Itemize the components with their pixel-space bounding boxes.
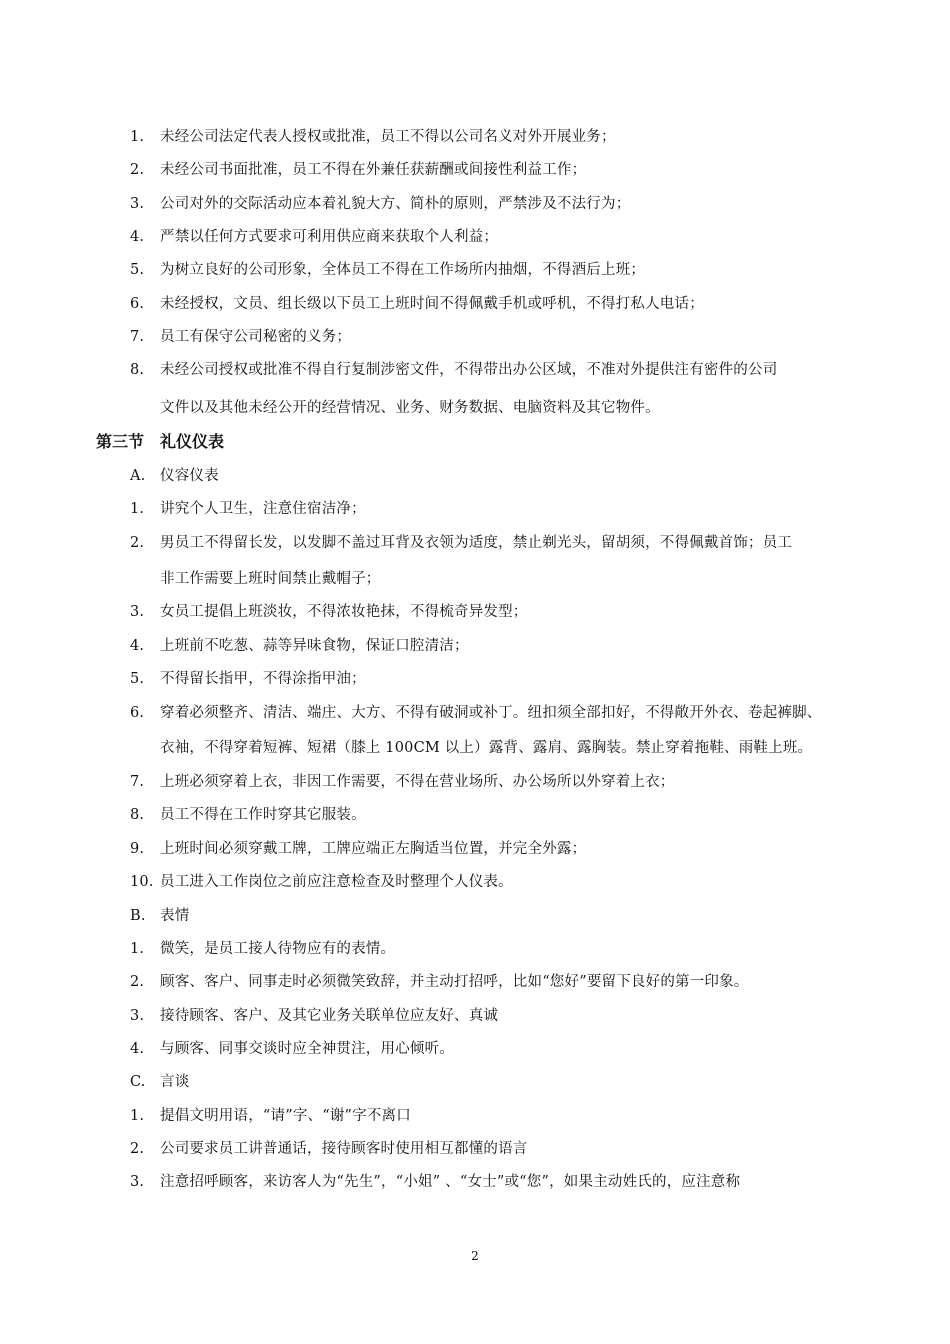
- section-number: 第三节: [96, 432, 145, 451]
- list-item: [130, 497, 870, 521]
- list-item: [130, 225, 870, 249]
- item-number: 1.: [130, 129, 145, 145]
- item-number: 5.: [130, 671, 145, 687]
- item-number: 8.: [130, 362, 145, 378]
- item-text: 女员工提倡上班淡妆，不得浓妆艳抹，不得梳奇异发型；: [160, 604, 528, 620]
- item-number: 2.: [130, 974, 145, 990]
- item-number: 3.: [130, 604, 145, 620]
- item-text: 顾客、客户、同事走时必须微笑致辞，并主动打招呼，比如“您好”要留下良好的第一印象。: [160, 974, 749, 990]
- list-item: [130, 667, 870, 691]
- subsection-title: 言谈: [160, 1074, 190, 1090]
- item-text: 员工进入工作岗位之前应注意检查及时整理个人仪表。: [160, 874, 513, 890]
- item-text: 穿着必须整齐、清洁、端庄、大方、不得有破洞或补丁。纽扣须全部扣好，不得敞开外衣、卷起裤脚、: [160, 705, 822, 721]
- item-text: 提倡文明用语，“请”字、“谢”字不离口: [160, 1108, 411, 1124]
- list-item: [130, 937, 870, 961]
- page-number: 2: [471, 1249, 479, 1263]
- list-item: [130, 292, 870, 316]
- item-text: 上班前不吃葱、蒜等异味食物，保证口腔清洁；: [160, 638, 469, 654]
- item-text: 公司对外的交际活动应本着礼貌大方、简朴的原则，严禁涉及不法行为；: [160, 196, 631, 212]
- item-text: 男员工不得留长发，以发脚不盖过耳背及衣领为适度，禁止剃光头，留胡须，不得佩戴首饰；员工: [160, 535, 793, 551]
- item-continuation: 衣袖，不得穿着短裤、短裙（膝上 100CM 以上）露背、露肩、露胸装。禁止穿着拖鞋、雨鞋上班。: [160, 740, 813, 756]
- item-number: 3.: [130, 1174, 145, 1190]
- item-text: 微笑，是员工接人待物应有的表情。: [160, 941, 396, 957]
- section-title: 礼仪仪表: [160, 432, 225, 451]
- item-number: 4.: [130, 1041, 145, 1057]
- subsection-heading: [130, 464, 870, 488]
- item-text: 注意招呼顾客，来访客人为“先生”，“小姐” 、“女士”或“您”，如果主动姓氏的，应注意称: [160, 1174, 741, 1190]
- list-item: [130, 325, 870, 349]
- item-number: 4.: [130, 229, 145, 245]
- item-text: 未经公司授权或批准不得自行复制涉密文件，不得带出办公区域，不准对外提供注有密件的公司: [160, 362, 778, 378]
- list-item: [130, 803, 870, 827]
- item-text: 不得留长指甲，不得涂指甲油；: [160, 671, 366, 687]
- item-number: 2.: [130, 535, 145, 551]
- subsection-heading: [130, 1070, 870, 1094]
- item-text: 上班时间必须穿戴工牌，工牌应端正左胸适当位置，并完全外露；: [160, 841, 587, 857]
- list-item: [130, 192, 870, 216]
- item-text: 公司要求员工讲普通话，接待顾客时使用相互都懂的语言: [160, 1141, 528, 1157]
- item-continuation: 非工作需要上班时间禁止戴帽子；: [160, 571, 381, 587]
- list-item: [130, 158, 870, 182]
- item-number: 7.: [130, 774, 145, 790]
- item-number: 6.: [130, 705, 145, 721]
- list-item: [130, 1170, 870, 1194]
- list-item: [130, 258, 870, 282]
- item-text: 讲究个人卫生，注意住宿洁净；: [160, 501, 366, 517]
- item-number: 2.: [130, 1141, 145, 1157]
- item-text: 员工不得在工作时穿其它服装。: [160, 807, 366, 823]
- list-item: [130, 634, 870, 658]
- item-continuation: 文件以及其他未经公开的经营情况、业务、财务数据、电脑资料及其它物件。: [160, 400, 660, 416]
- item-text: 与顾客、同事交谈时应全神贯注，用心倾听。: [160, 1041, 454, 1057]
- section-heading: [96, 429, 224, 455]
- item-number: 6.: [130, 296, 145, 312]
- item-text: 未经公司书面批准，员工不得在外兼任获薪酬或间接性利益工作；: [160, 162, 587, 178]
- item-text: 为树立良好的公司形象，全体员工不得在工作场所内抽烟，不得酒后上班；: [160, 262, 646, 278]
- list-item: [130, 600, 870, 624]
- list-item: [130, 870, 870, 894]
- subsection-letter: B.: [130, 908, 146, 924]
- list-item: [130, 531, 870, 555]
- item-number: 4.: [130, 638, 145, 654]
- item-number: 3.: [130, 1008, 145, 1024]
- list-item: [130, 1037, 870, 1061]
- list-item: [130, 1004, 870, 1028]
- item-text: 上班必须穿着上衣，非因工作需要，不得在营业场所、办公场所以外穿着上衣；: [160, 774, 675, 790]
- subsection-letter: A.: [130, 468, 146, 484]
- list-item: [130, 125, 870, 149]
- subsection-title: 仪容仪表: [160, 468, 219, 484]
- list-item: [130, 1104, 870, 1128]
- item-number: 8.: [130, 807, 145, 823]
- item-number: 3.: [130, 196, 145, 212]
- item-number: 1.: [130, 941, 145, 957]
- list-item: [130, 701, 870, 725]
- item-number: 10.: [130, 874, 154, 890]
- list-item: [130, 770, 870, 794]
- subsection-title: 表情: [160, 908, 190, 924]
- list-item: [130, 837, 870, 861]
- item-text: 未经公司法定代表人授权或批准，员工不得以公司名义对外开展业务；: [160, 129, 616, 145]
- subsection-letter: C.: [130, 1074, 146, 1090]
- item-number: 9.: [130, 841, 145, 857]
- list-item: [130, 970, 870, 994]
- item-text: 员工有保守公司秘密的义务；: [160, 329, 352, 345]
- list-item: [130, 1137, 870, 1161]
- item-text: 接待顾客、客户、及其它业务关联单位应友好、真诚: [160, 1008, 499, 1024]
- list-item: [130, 358, 870, 382]
- item-number: 2.: [130, 162, 145, 178]
- item-number: 7.: [130, 329, 145, 345]
- item-number: 5.: [130, 262, 145, 278]
- item-text: 严禁以任何方式要求可利用供应商来获取个人利益；: [160, 229, 499, 245]
- item-text: 未经授权，文员、组长级以下员工上班时间不得佩戴手机或呼机，不得打私人电话；: [160, 296, 704, 312]
- item-number: 1.: [130, 501, 145, 517]
- item-number: 1.: [130, 1108, 145, 1124]
- subsection-heading: [130, 904, 870, 928]
